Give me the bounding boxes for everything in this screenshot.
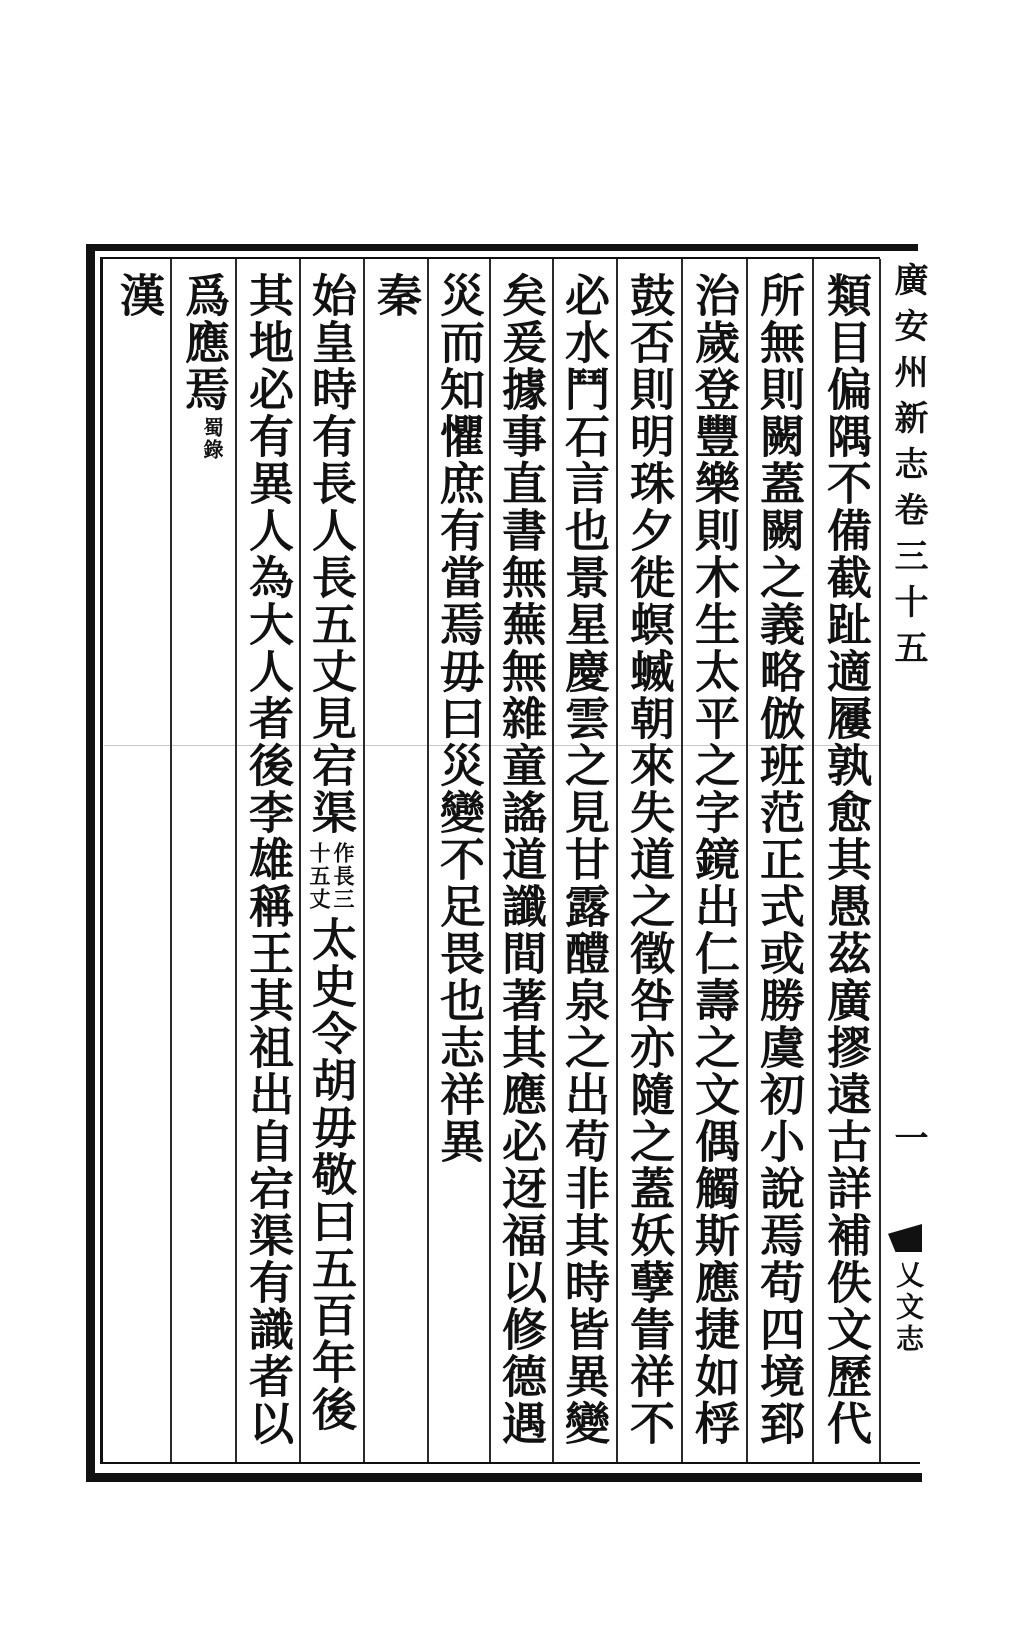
fishtail-mark-icon [888,1224,922,1252]
frame-outer-bottom-rule [86,1473,922,1482]
qin-entry-line-1b: 太史令胡毋敬曰五百年後 [304,916,357,1433]
page-margin-strip [880,252,928,1470]
preface-column-1: 類目偏隅不備截趾適屨孰愈其愚茲廣摎遠古詳補佚文歷代 [819,272,872,1447]
frame-outer-left-rule [86,244,95,1482]
margin-section-label: 乂文志 [892,1260,925,1356]
preface-column-7: 災而知懼庶有當焉毋曰災變不足畏也志祥異 [432,272,485,1165]
preface-column-2: 所無則闕蓋闕之義略倣班范正式或勝虞初小說焉苟四境郅 [752,272,805,1447]
section-heading-qin: 秦 [369,272,422,319]
section-heading-han: 漢 [112,272,165,319]
column-divider [170,259,172,1462]
preface-column-3: 治歲登豐樂則木生太平之字鏡出仁壽之文偶觸斯應捷如桴 [687,272,740,1447]
frame-inner-bottom-rule [100,1462,920,1464]
qin-entry-line-2: 其地必有異人為大人者後李雄稱王其祖出自宕渠有識者以 [241,272,294,1447]
qin-source-note: 蜀錄 [200,417,224,461]
qin-note-left: 十五丈 [307,842,332,911]
margin-book-title: 廣安州新志卷三十五 [888,262,928,676]
qin-entry-line-1a: 始皇時有長人長五丈見宕渠 [304,272,357,836]
qin-note-right: 作長三 [331,842,356,911]
frame-inner-left-rule [100,257,103,1464]
qin-entry-line-3: 爲應焉 [177,272,230,413]
preface-column-4: 鼓否則明珠夕徙螟蝛朝來失道之徵咎亦隨之蓋妖孽眚祥不 [622,272,675,1447]
preface-column-6: 矣爰據事直書無蕪無雜童謠道讖間著其應必迓福以修德遇 [494,272,547,1447]
preface-column-5: 必水鬥石言也景星慶雲之見甘露醴泉之出苟非其時皆異變 [557,272,610,1447]
frame-outer-top-rule [86,244,918,251]
margin-page-number: 一 [888,1120,928,1154]
